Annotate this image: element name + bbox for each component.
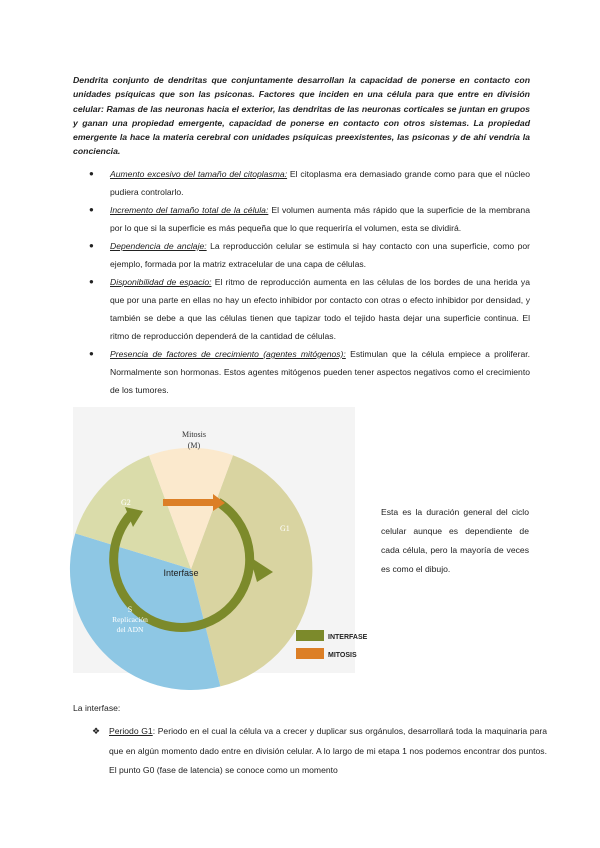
periodo-term: Periodo G1 [109, 726, 153, 736]
list-item-text: El ritmo de reproducción aumenta en las células de los bordes de una herida ya que por una parte en ellas no hay un efecto inhibidor por contacto con otras o efecto inhibidor por densidad, y también se debe a que las células tienen que tapizar todo el tejido hasta dejar una superficie continua. El ritmo de reproducción dependerá de la cantidad de células. [110, 277, 530, 341]
intro-paragraph: Dendrita conjunto de dendritas que conjuntamente desarrollan la capacidad de ponerse en contacto con unidades psíquicas que son las psiconas. Factores que inciden en una célula para que entre en división celular: Ramas de las neuronas hacia el exterior, las dendritas de las neuronas corticales se juntan en grupos y ganan una propiedad emergente, capacidad de ponerse en contacto con otros sistemas. La propiedad emergente la hace la materia cerebral con unidades psíquicas preexistentes, las psiconas y de ahí vendría la conciencia. [73, 75, 530, 157]
list-item-text: Estimulan que la célula empiece a proliferar. Normalmente son hormonas. Estos agentes mitógenos pueden tener aspectos negativos como el crecimiento de los tumores. [110, 349, 530, 395]
legend-interfase-label: INTERFASE [328, 634, 368, 641]
list-item-term: Dependencia de anclaje: [110, 241, 207, 251]
cell-cycle-diagram [73, 407, 368, 673]
diagram-caption: Esta es la duración general del ciclo celular aunque es dependiente de cada célula, pero la mayoría de veces es como el dibujo. [381, 507, 529, 574]
bullet-icon: ● [89, 169, 94, 178]
list-item-term: Incremento del tamaño total de la célula: [110, 205, 269, 215]
g2-label: G2 [121, 498, 131, 507]
s-sub-label-2: del ADN [116, 625, 144, 634]
mitosis-label: Mitosis [181, 430, 207, 439]
mitosis-sub-label: (M) [187, 441, 201, 450]
bullet-icon: ● [89, 349, 94, 358]
legend-mitosis-swatch [296, 648, 324, 659]
periodo-g1-paragraph [92, 722, 547, 781]
bullet-icon: ● [89, 205, 94, 214]
g1-label: G1 [280, 524, 290, 533]
list-item-term: Presencia de factores de crecimiento (agentes mitógenos): [110, 349, 346, 359]
list-item [73, 201, 530, 237]
list-item-text: El volumen aumenta más rápido que la superficie de la membrana por lo que si la superficie es más pequeña que lo que requeriría el volumen, esta se dividirá. [110, 205, 530, 233]
list-item-text: El citoplasma era demasiado grande como para que el núcleo pudiera controlarlo. [110, 169, 530, 197]
cell-cycle-figure [73, 407, 368, 673]
diamond-bullet-icon: ❖ [92, 726, 101, 736]
bullet-icon: ● [89, 277, 94, 286]
s-label: S [127, 605, 133, 614]
list-item [73, 345, 530, 399]
list-item-text: La reproducción celular se estimula si hay contacto con una superficie, como por ejemplo, formada por la matriz extracelular de una capa de células. [110, 241, 530, 269]
legend-mitosis-label: MITOSIS [328, 652, 357, 659]
legend-interfase-swatch [296, 630, 324, 641]
list-item [73, 273, 530, 345]
factors-list [73, 165, 530, 399]
interfase-center-label: Interfase [163, 568, 199, 578]
section-heading: La interfase: [73, 703, 121, 713]
list-item [73, 165, 530, 201]
s-sub-label-1: Replicación [112, 615, 148, 624]
list-item [73, 237, 530, 273]
list-item-term: Disponibilidad de espacio: [110, 277, 212, 287]
bullet-icon: ● [89, 241, 94, 250]
list-item-term: Aumento excesivo del tamaño del citoplasma: [110, 169, 288, 179]
periodo-text: : Periodo en el cual la célula va a crecer y duplicar sus orgánulos, desarrollará toda la maquinaria para que en algún momento dado entre en división celular. A lo largo de mi etapa 1 nos podemos encontrar dos puntos. El punto G0 (fase de latencia) se conoce como un momento [109, 726, 547, 775]
